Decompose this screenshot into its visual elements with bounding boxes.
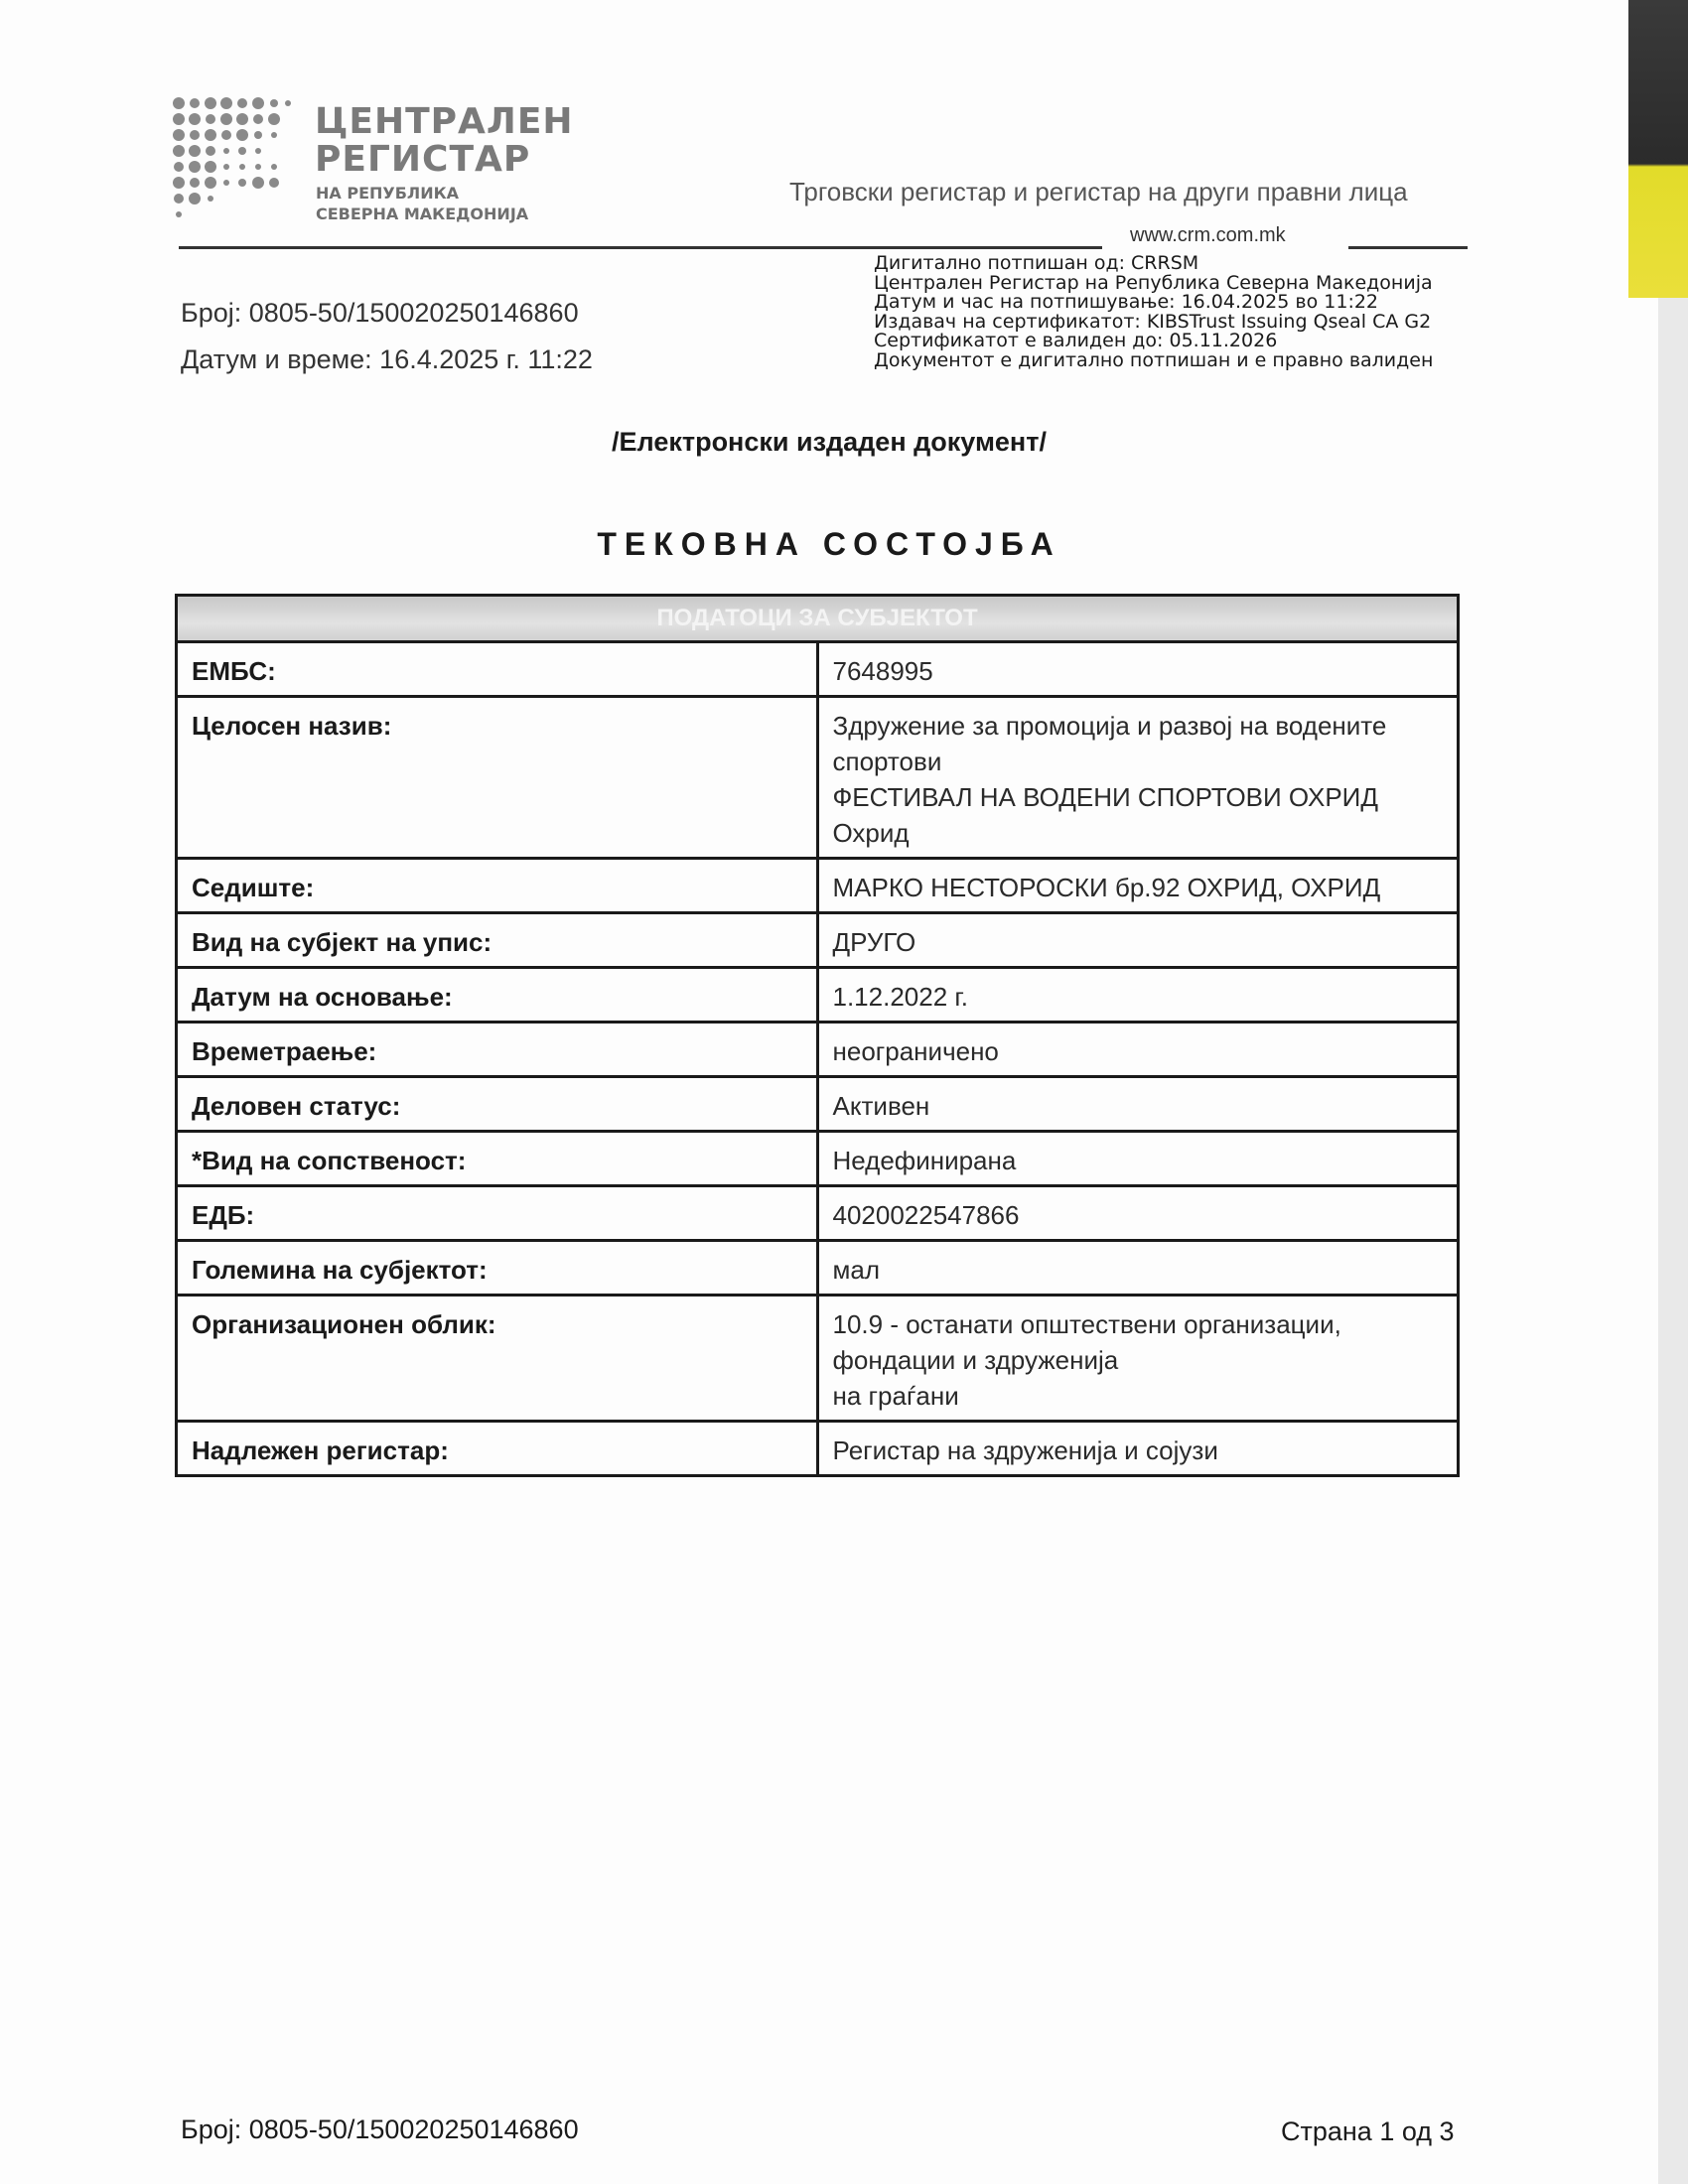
row-value	[817, 968, 1459, 1023]
scan-background-corner	[1628, 0, 1688, 298]
row-value-line: 7648995	[832, 656, 933, 686]
footer-page-number: Страна 1 од 3	[1281, 2116, 1455, 2146]
row-value	[817, 1186, 1459, 1241]
row-value-line: 4020022547866	[832, 1200, 1020, 1230]
row-label: Големина на субјектот:	[177, 1241, 818, 1296]
row-value	[817, 1132, 1459, 1186]
row-label: Седиште:	[177, 859, 818, 913]
logo-sub-line2: СЕВЕРНА МАКЕДОНИЈА	[316, 205, 529, 223]
row-label: ЕДБ:	[177, 1186, 818, 1241]
table-row	[177, 1296, 1459, 1422]
row-value-line: 1.12.2022 г.	[832, 982, 968, 1012]
scan-background-edge	[1658, 298, 1688, 2184]
signature-line: Дигитално потпишан од: CRRSM	[874, 252, 1199, 274]
table-row	[177, 859, 1459, 913]
signature-line: Сертификатот е валиден до: 05.11.2026	[874, 330, 1278, 351]
row-value-line: на граѓани	[832, 1381, 959, 1411]
signature-line: Издавач на сертификатот: KIBSTrust Issuing Qseal CA G2	[874, 310, 1432, 333]
row-value-line: 10.9 - останати општествени организации, фондации и здруженија	[832, 1309, 1341, 1375]
signature-line: Централен Регистар на Република Северна Македонија	[874, 271, 1433, 294]
table-header: ПОДАТОЦИ ЗА СУБЈЕКТОТ	[177, 596, 1459, 642]
row-label: Времетраење:	[177, 1023, 818, 1077]
table-row	[177, 968, 1459, 1023]
document-datetime: Датум и време: 16.4.2025 г. 11:22	[181, 344, 593, 374]
row-value-line: ФЕСТИВАЛ НА ВОДЕНИ СПОРТОВИ ОХРИД Охрид	[832, 782, 1378, 848]
row-value-line: МАРКО НЕСТОРОСКИ бр.92 ОХРИД, ОХРИД	[832, 873, 1381, 902]
row-value-line: неограничено	[832, 1036, 999, 1066]
table-header-row	[177, 596, 1459, 642]
row-label: Целосен назив:	[177, 697, 818, 859]
row-value	[817, 1241, 1459, 1296]
logo-title-line2: РЕГИСТАР	[315, 139, 531, 180]
footer-document-number: Број: 0805-50/150020250146860	[181, 2115, 579, 2144]
subject-data-table	[175, 594, 1460, 1477]
logo-title	[315, 103, 574, 179]
row-value	[817, 1023, 1459, 1077]
row-label: Надлежен регистар:	[177, 1422, 818, 1476]
website-url: www.crm.com.mk	[1130, 224, 1286, 246]
logo-subtitle	[316, 183, 528, 224]
logo-title-line1: ЦЕНТРАЛЕН	[315, 101, 574, 142]
signature-line: Документот е дигитално потпишан и е правно валиден	[874, 348, 1434, 371]
row-value-line: Активен	[832, 1091, 930, 1121]
row-value	[817, 1077, 1459, 1132]
row-value-line: Здружение за промоција и развој на водените спортови	[832, 711, 1387, 776]
row-value	[817, 1296, 1459, 1422]
row-value-line: мал	[832, 1255, 881, 1285]
row-value	[817, 859, 1459, 913]
row-value	[817, 1422, 1459, 1476]
table-row	[177, 1241, 1459, 1296]
table-row	[177, 1023, 1459, 1077]
register-name: Трговски регистар и регистар на други правни лица	[789, 177, 1408, 206]
table-row	[177, 697, 1459, 859]
table-row	[177, 1077, 1459, 1132]
table-row	[177, 913, 1459, 968]
logo-sub-line1: НА РЕПУБЛИКА	[316, 184, 460, 203]
row-value-line: Регистар на здруженија и сојузи	[832, 1435, 1218, 1465]
header-rule	[179, 246, 1102, 249]
table-row	[177, 1132, 1459, 1186]
row-value-line: ДРУГО	[832, 927, 916, 957]
row-value	[817, 697, 1459, 859]
table-row	[177, 1186, 1459, 1241]
row-value	[817, 913, 1459, 968]
row-label: ЕМБС:	[177, 642, 818, 697]
row-label: *Вид на сопственост:	[177, 1132, 818, 1186]
row-label: Датум на основање:	[177, 968, 818, 1023]
row-value-line: Недефинирана	[832, 1146, 1017, 1175]
row-label: Организационен облик:	[177, 1296, 818, 1422]
document-number: Број: 0805-50/150020250146860	[181, 298, 579, 328]
document-title: ТЕКОВНА СОСТОЈБА	[597, 526, 1061, 562]
table-row	[177, 1422, 1459, 1476]
table-row	[177, 642, 1459, 697]
row-value	[817, 642, 1459, 697]
logo-dots-icon	[171, 95, 300, 234]
row-label: Вид на субјект на упис:	[177, 913, 818, 968]
electronic-document-note: /Електронски издаден документ/	[612, 427, 1047, 457]
central-register-logo	[171, 95, 574, 234]
header-rule-right	[1348, 246, 1468, 249]
signature-line: Датум и час на потпишување: 16.04.2025 во 11:22	[874, 291, 1379, 313]
digital-signature-block	[874, 254, 1433, 370]
row-label: Деловен статус:	[177, 1077, 818, 1132]
